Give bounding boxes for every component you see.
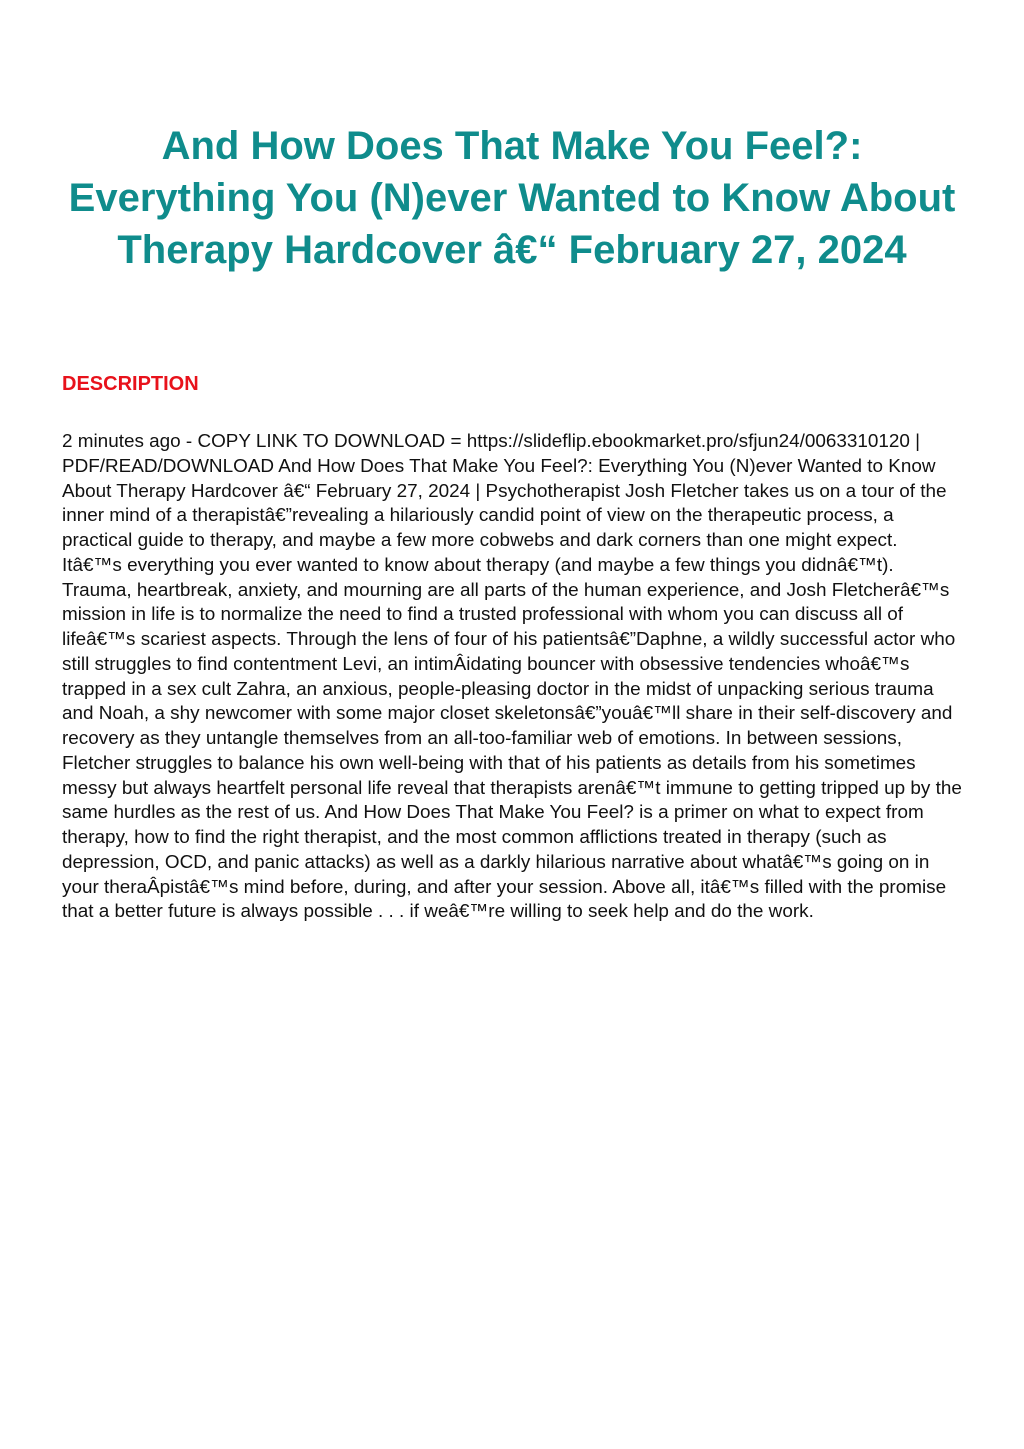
document-title: And How Does That Make You Feel?: Everything You (N)ever Wanted to Know About Therapy Hardcover â€“ February 27, 2024 — [68, 124, 956, 272]
description-text: 2 minutes ago - COPY LINK TO DOWNLOAD = https://slideflip.ebookmarket.pro/sfjun24/0063310120 | PDF/READ/DOWNLOAD And How Does That Make You Feel?: Everything You (N)ever Wanted to Know About Therapy Hardcover â€“ February 27, 2024 | Psychotherapist Josh Fletcher takes us on a tour of the inner mind of a therapistâ€”revealing a hilariously candid point of view on the therapeutic process, a practical guide to therapy, and maybe a few more cobwebs and dark corners than one might expect. Itâ€™s everything you ever wanted to know about therapy (and maybe a few things you didnâ€™t). Trauma, heartbreak, anxiety, and mourning are all parts of the human experience, and Josh Fletcherâ€™s mission in life is to normalize the need to find a trusted professional with whom you can discuss all of lifeâ€™s scariest aspects. Through the lens of four of his patientsâ€”Daphne, a wildly successful actor who still struggles to find contentment Levi, an intimÂidating bouncer with obsessive tendencies whoâ€™s trapped in a sex cult Zahra, an anxious, people-pleasing doctor in the midst of unpacking serious trauma and Noah, a shy newcomer with some major closet skeletonsâ€”youâ€™ll share in their self-discovery and recovery as they untangle themselves from an all-too-familiar web of emotions. In between sessions, Fletcher struggles to balance his own well-being with that of his patients as details from his sometimes messy but always heartfelt personal life reveal that therapists arenâ€™t immune to getting tripped up by the same hurdles as the rest of us. And How Does That Make You Feel? is a primer on what to expect from therapy, how to find the right therapist, and the most common afflictions treated in therapy (such as depression, OCD, and panic attacks) as well as a darkly hilarious narrative about whatâ€™s going on in your theraÂpistâ€™s mind before, during, and after your session. Above all, itâ€™s filled with the promise that a better future is always possible . . . if weâ€™re willing to seek help and do the work. — [62, 431, 962, 923]
description-heading: DESCRIPTION — [62, 373, 199, 395]
